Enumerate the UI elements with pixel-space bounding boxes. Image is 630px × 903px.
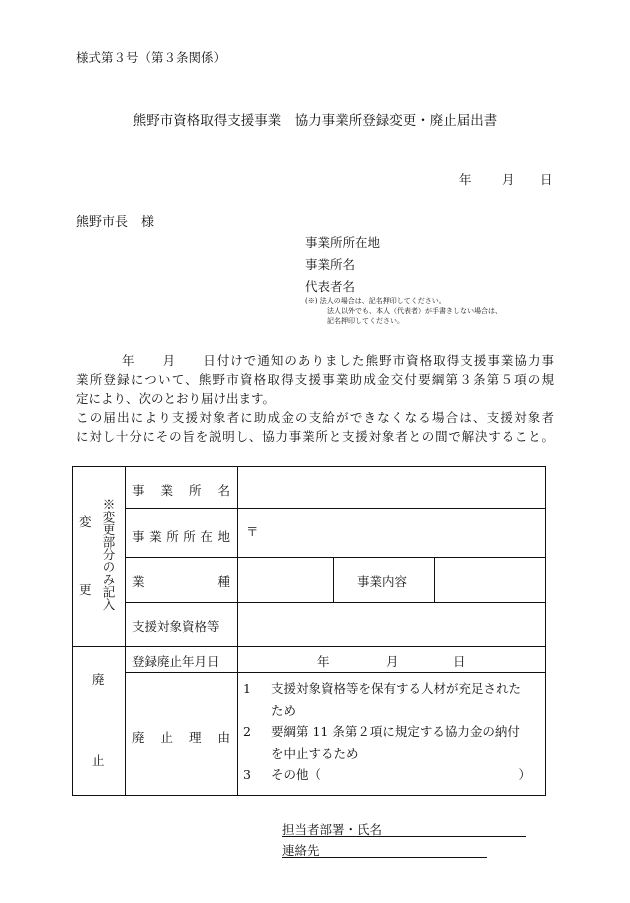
form-number: 様式第３号（第３条関係） [76,50,227,65]
abolish-reason-list [243,678,543,786]
label-char: 業 [160,483,173,498]
date-year-label: 年 [459,172,472,187]
label-char: 理 [188,730,202,745]
postal-mark: 〒 [246,524,259,539]
addressee: 熊野市長 様 [76,215,155,230]
contact-info-underline [282,857,487,858]
reason-item-3 [243,764,531,786]
paragraph-line-4: この届出により支援対象者に助成金の支給ができなくなる場合は、支援対象者 [76,410,554,425]
abolish-label-bottom: 止 [92,753,105,768]
reason-item-2 [243,721,543,743]
note-mark: (※) [305,297,318,305]
office-address-label [132,527,230,545]
label-char: 地 [217,529,230,544]
label-char: 所 [166,529,179,544]
document-title: 熊野市資格取得支援事業 協力事業所登録変更・廃止届出書 [132,113,498,129]
label-char: 種 [217,574,230,589]
note-line-2: 法人以外でも、本人（代表者）が手書きしない場合は、 [327,307,502,315]
reason-text: 支援対象資格等を保有する人材が充足された [271,681,522,696]
sender-representative-label: 代表者名 [305,279,356,294]
label-char: 在 [200,529,213,544]
paragraph-line-3: 定により、次のとおり届け出ます。 [76,391,276,406]
contact-info-label: 連絡先 [282,843,320,858]
label-char: 所 [188,483,202,498]
abolish-date-year: 年 [317,654,330,669]
reason-text-continued: ため [271,702,297,718]
label-char: 名 [217,483,230,498]
contact-person-label: 担当者部署・氏名 [282,822,383,837]
change-label-top: 変 [79,514,92,529]
office-name-label [132,481,230,499]
date-day-label: 日 [540,172,553,187]
note-line-1: 法人の場合は、記名押印してください。 [319,297,446,305]
reason-text: 要綱第 11 条第２項に規定する協力金の納付 [271,724,520,739]
reason-number: 2 [243,724,251,739]
change-label-bottom: 更 [79,582,92,597]
abolish-label-top: 廃 [92,672,105,687]
paragraph-line-1: 年 月 日付けで通知のありました熊野市資格取得支援事業協力事 [122,353,554,368]
date-month-label: 月 [502,172,515,187]
qualification-label: 支援対象資格等 [132,619,220,634]
abolish-date-day: 日 [453,654,466,669]
sender-address-label: 事業所所在地 [305,235,381,250]
change-abolish-form-table [72,466,546,796]
label-char: 廃 [132,730,145,745]
paragraph-line-5: に対し十分にその旨を説明し、協力事業所と支援対象者との間で解決すること。 [76,429,554,444]
contact-person-underline [282,836,526,837]
paragraph-line-2: 業所登録について、熊野市資格取得支援事業助成金交付要綱第３条第５項の規 [76,372,554,387]
reason-item-1 [243,678,543,700]
label-char: 事 [132,529,145,544]
industry-label [132,572,230,590]
label-char: 由 [217,730,230,745]
reason-number: 3 [243,767,251,782]
label-char: 所 [183,529,196,544]
reason-other-close-paren: ） [518,767,531,782]
change-only-note: ※変更部分のみ記入 [101,498,116,611]
abolish-reason-label [132,728,230,746]
reason-number: 1 [243,681,251,696]
business-content-label: 事業内容 [357,574,408,589]
reason-text-continued: を中止するため [271,745,359,761]
label-char: 止 [160,730,173,745]
sender-name-label: 事業所名 [305,257,356,272]
reason-text: その他（ [271,767,322,782]
label-char: 事 [132,483,145,498]
abolish-date-label: 登録廃止年月日 [132,654,220,669]
label-char: 業 [132,574,145,589]
abolish-date-month: 月 [386,654,399,669]
seal-note [305,296,502,326]
note-line-3: 記名押印してください。 [327,317,404,325]
notice-paragraph [76,351,554,446]
label-char: 業 [149,529,162,544]
